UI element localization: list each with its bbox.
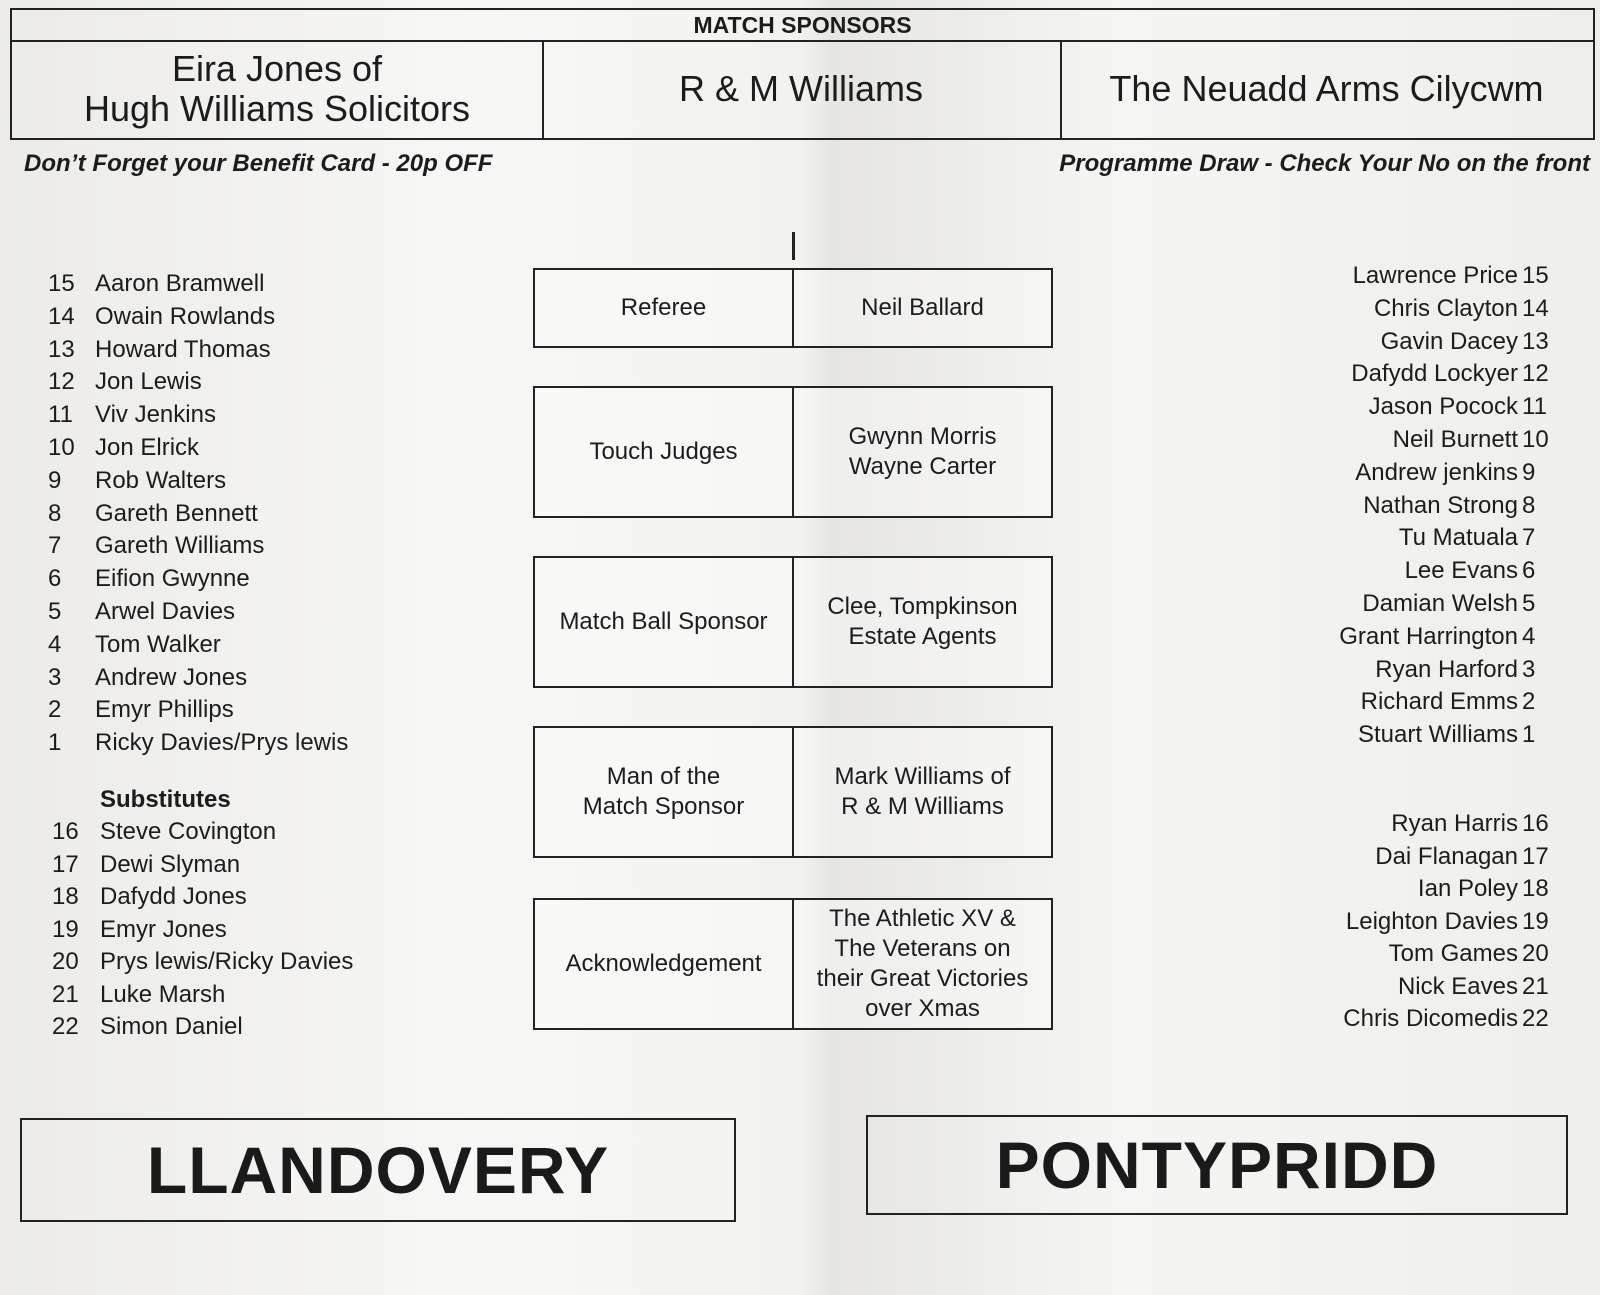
home-player-row [48,498,348,531]
player-name: Grant Harrington [1339,622,1518,650]
match-sponsors-heading: MATCH SPONSORS [12,10,1593,42]
player-name: Ryan Harford [1375,655,1518,683]
player-number: 10 [48,433,75,461]
official-role-line: Acknowledgement [565,950,762,977]
official-name-line: Estate Agents [848,623,997,650]
player-name: Dewi Slyman [100,850,241,878]
player-name: Lee Evans [1404,557,1518,585]
player-number: 15 [48,270,75,297]
player-number: 9 [1522,458,1536,486]
away-team-roster [1339,260,1570,752]
player-name: Tom Walker [95,630,221,658]
away-player-row [1339,654,1570,687]
player-name: Gareth Williams [95,532,265,560]
player-number: 4 [48,630,62,658]
home-player-row [48,301,348,334]
home-team-roster [48,268,348,760]
away-sub-row [1343,906,1570,939]
home-sub-row [52,1011,353,1044]
away-player-row [1339,457,1570,490]
player-name: Richard Emms [1360,688,1518,716]
player-number: 15 [1522,262,1549,289]
official-name-line: The Athletic XV & [829,905,1016,932]
sponsor-3-line1: The Neuadd Arms Cilycwm [1109,68,1544,109]
acknowledgement-box [533,898,1053,1030]
player-name: Rob Walters [95,466,227,494]
home-player-row [48,465,348,498]
player-name: Jason Pocock [1368,393,1518,421]
sponsor-1-line2: Hugh Williams Solicitors [83,88,471,129]
player-number: 8 [1522,491,1536,519]
away-sub-row [1343,971,1570,1004]
home-substitutes-block [48,760,231,816]
home-sub-row [52,881,353,914]
home-sub-row [52,914,353,947]
player-number: 12 [48,368,75,396]
touch-judges-box [533,386,1053,518]
player-number: 20 [1522,940,1549,967]
player-name: Chris Clayton [1373,294,1518,322]
home-player-row [48,596,348,629]
away-player-row [1339,358,1570,391]
player-name: Howard Thomas [95,335,271,363]
away-player-row [1339,686,1570,719]
official-role-line: Touch Judges [589,438,738,465]
player-name: Emyr Phillips [95,696,234,724]
away-sub-row [1343,938,1570,971]
player-name: Steve Covington [100,818,277,845]
away-player-row [1339,588,1570,621]
player-number: 11 [48,401,73,429]
official-role-line: Man of the [606,763,721,790]
sponsor-2-line1: R & M Williams [679,68,923,109]
home-player-row [48,334,348,367]
player-number: 20 [52,948,79,975]
official-name [794,388,1051,516]
player-number: 13 [48,335,75,363]
home-substitutes-list [52,816,353,1044]
player-name: Gareth Bennett [95,499,258,527]
home-player-row [48,694,348,727]
player-number: 9 [48,466,62,494]
home-player-row [48,629,348,662]
away-player-row [1339,293,1570,326]
player-name: Eifion Gwynne [95,565,250,593]
away-player-row [1339,490,1570,523]
player-number: 3 [48,663,62,691]
player-name: Dafydd Lockyer [1351,360,1518,388]
sponsor-1 [12,40,544,138]
player-number: 7 [48,532,62,560]
player-number: 6 [1522,557,1536,585]
home-player-row [48,366,348,399]
player-name: Andrew jenkins [1355,458,1518,486]
home-sub-row [52,849,353,882]
player-name: Jon Elrick [95,433,200,461]
home-player-row [48,399,348,432]
player-number: 13 [1522,327,1549,355]
official-name-line: R & M Williams [841,793,1004,820]
official-name-line: over Xmas [865,995,980,1022]
official-name [794,270,1051,346]
away-player-row [1339,326,1570,359]
official-name [794,900,1051,1028]
player-name: Leighton Davies [1345,907,1518,935]
referee-box [533,268,1053,348]
official-name-line: Neil Ballard [861,294,984,321]
official-name-line: Wayne Carter [848,453,997,480]
away-sub-row [1343,841,1570,874]
player-number: 16 [52,818,79,845]
home-player-row [48,662,348,695]
official-role-line: Match Sponsor [582,793,745,820]
official-name [794,558,1051,686]
player-number: 1 [48,729,62,757]
player-name: Ricky Davies/Prys lewis [95,729,349,757]
away-sub-row [1343,808,1570,841]
match-sponsors-panel [10,8,1595,140]
player-number: 21 [52,980,79,1008]
home-player-row [48,268,348,301]
player-name: Owain Rowlands [95,302,276,330]
player-name: Gavin Dacey [1380,327,1518,355]
away-player-row [1339,424,1570,457]
official-role [535,388,794,516]
player-number: 3 [1522,655,1536,683]
player-name: Tom Games [1388,940,1518,967]
player-number: 19 [52,915,79,943]
official-name-line: The Veterans on [834,935,1011,962]
player-number: 21 [1522,972,1549,1000]
official-role [535,558,794,686]
player-name: Nathan Strong [1363,491,1518,519]
player-number: 22 [52,1013,79,1040]
sponsor-3 [1060,40,1593,138]
player-name: Arwel Davies [95,597,236,625]
player-name: Andrew Jones [95,663,248,691]
home-team-name: LLANDOVERY [146,1133,610,1207]
official-name [794,728,1051,856]
away-player-row [1339,555,1570,588]
away-player-row [1339,522,1570,555]
home-team-name-box [20,1118,736,1222]
man-of-the-match-sponsor-box [533,726,1053,858]
official-role [535,900,794,1028]
player-name: Luke Marsh [100,980,226,1008]
official-role-line: Referee [620,294,707,321]
player-name: Ryan Harris [1391,810,1518,837]
benefit-card-note: Don’t Forget your Benefit Card - 20p OFF [24,150,493,177]
away-team-name: PONTYPRIDD [995,1128,1439,1202]
player-number: 11 [1522,393,1547,421]
player-number: 7 [1522,524,1536,552]
player-name: Prys lewis/Ricky Davies [100,948,354,975]
away-player-row [1339,391,1570,424]
official-role [535,728,794,856]
player-number: 2 [48,696,62,724]
sponsor-2 [542,40,1062,138]
player-number: 18 [52,883,79,910]
match-ball-sponsor-box [533,556,1053,688]
player-number: 22 [1522,1005,1549,1032]
player-name: Neil Burnett [1392,425,1518,453]
home-sub-row [52,979,353,1012]
player-number: 19 [1522,907,1549,935]
programme-draw-note: Programme Draw - Check Your No on the front [1059,150,1590,177]
official-name-line: their Great Victories [816,965,1029,992]
away-sub-row [1343,1003,1570,1036]
away-team-name-box [866,1115,1568,1215]
player-number: 17 [52,850,79,878]
player-number: 1 [1522,721,1536,749]
player-number: 4 [1522,622,1536,650]
player-number: 5 [48,597,62,625]
substitutes-heading: Substitutes [100,786,231,813]
player-name: Jon Lewis [95,368,202,396]
player-number: 8 [48,499,62,527]
official-name-line: Mark Williams of [834,763,1011,790]
player-name: Ian Poley [1417,875,1518,902]
away-player-row [1339,621,1570,654]
player-number: 6 [48,565,62,593]
home-player-row [48,563,348,596]
player-number: 14 [48,302,75,330]
home-player-row [48,530,348,563]
away-player-row [1339,260,1570,293]
player-number: 16 [1522,810,1549,837]
player-name: Dai Flanagan [1375,842,1518,870]
player-number: 17 [1522,842,1549,870]
home-player-row [48,727,348,760]
player-name: Tu Matuala [1398,524,1518,552]
player-name: Viv Jenkins [95,401,216,429]
player-name: Lawrence Price [1352,262,1518,289]
player-name: Chris Dicomedis [1343,1005,1518,1032]
fold-mark [792,232,795,260]
away-substitutes-list [1343,808,1570,1036]
home-sub-row [52,816,353,849]
sponsor-1-line1: Eira Jones of [171,48,383,89]
player-name: Simon Daniel [100,1013,243,1040]
home-player-row [48,432,348,465]
player-name: Dafydd Jones [100,883,247,910]
player-name: Emyr Jones [100,915,227,943]
player-name: Aaron Bramwell [95,270,265,297]
player-name: Damian Welsh [1362,589,1518,617]
away-sub-row [1343,873,1570,906]
home-sub-row [52,946,353,979]
official-name-line: Gwynn Morris [848,423,997,450]
player-number: 14 [1522,294,1549,322]
away-player-row [1339,719,1570,752]
player-name: Stuart Williams [1357,721,1518,749]
official-name-line: Clee, Tompkinson [827,593,1018,620]
official-role-line: Match Ball Sponsor [559,608,768,635]
player-name: Nick Eaves [1397,972,1518,1000]
player-number: 5 [1522,589,1536,617]
player-number: 2 [1522,688,1536,716]
player-number: 18 [1522,875,1549,902]
official-role [535,270,794,346]
player-number: 10 [1522,425,1549,453]
player-number: 12 [1522,360,1549,388]
